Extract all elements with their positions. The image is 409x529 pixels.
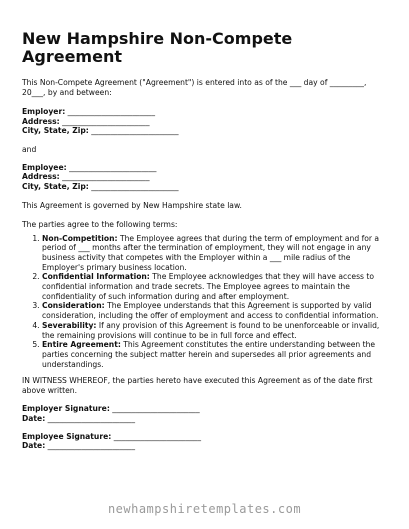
- terms-list: [22, 234, 390, 370]
- term-heading: Confidential Information:: [42, 272, 150, 282]
- blank-line: _______________________: [91, 126, 179, 136]
- employer-signature-field[interactable]: [22, 404, 390, 414]
- term-heading: Entire Agreement:: [42, 340, 121, 350]
- term-item: [42, 340, 390, 369]
- field-label: Address:: [22, 172, 60, 182]
- blank-line: _______________________: [47, 441, 135, 451]
- term-item: [42, 272, 390, 301]
- document-title: New Hampshire Non-Compete Agreement: [22, 29, 293, 66]
- blank-line: _______________________: [69, 162, 157, 172]
- blank-line: _______________________: [113, 431, 202, 441]
- term-text: The Employee understands that this Agreement is supported by valid consideration, including the offer of employment and access to confidential information.: [42, 301, 379, 321]
- term-heading: Consideration:: [42, 301, 105, 311]
- blank-line: _______________________: [62, 172, 150, 182]
- field-label: City, State, Zip:: [22, 126, 89, 136]
- term-text: If any provision of this Agreement is found to be unenforceable or invalid, the remaining provisions will continue to be in full force and effect.: [42, 320, 380, 340]
- employee-date-field[interactable]: [22, 441, 390, 451]
- employee-name-field[interactable]: [22, 163, 390, 173]
- intro-paragraph: This Non-Compete Agreement ("Agreement") is entered into as of the ___ day of _________, 20___, by and between:: [22, 78, 367, 97]
- field-label: Employee Signature:: [22, 431, 112, 441]
- term-item: [42, 301, 390, 320]
- field-label: Employee:: [22, 162, 67, 172]
- employer-city-field[interactable]: [22, 126, 390, 136]
- terms-intro: The parties agree to the following terms:: [22, 219, 178, 229]
- witness-clause: IN WITNESS WHEREOF, the parties hereto have executed this Agreement as of the date first above written.: [22, 376, 373, 396]
- term-item: [42, 234, 390, 273]
- blank-line: _______________________: [91, 181, 179, 191]
- blank-line: _______________________: [112, 404, 200, 414]
- employee-city-field[interactable]: [22, 182, 390, 192]
- employee-signature-field[interactable]: [22, 432, 390, 442]
- document-page: [22, 30, 390, 459]
- field-label: Address:: [22, 116, 60, 126]
- field-label: Date:: [22, 414, 46, 423]
- blank-line: _______________________: [47, 414, 135, 423]
- term-heading: Non-Competition:: [42, 233, 118, 243]
- term-text: This Agreement constitutes the entire understanding between the parties concerning the subject matter herein and supersedes all prior agreements and understandings.: [42, 340, 376, 369]
- field-label: Date:: [22, 441, 46, 451]
- employee-fields: [22, 163, 390, 192]
- employer-name-field[interactable]: [22, 107, 390, 117]
- and-text: and: [22, 144, 37, 154]
- employee-signature-block: [22, 432, 390, 451]
- blank-line: _______________________: [67, 107, 155, 116]
- field-label: Employer Signature:: [22, 404, 110, 414]
- term-text: The Employee acknowledges that they will have access to confidential information and trade secrets. The Employee agrees to maintain the confidentiality of such information during and after employment.: [42, 272, 375, 301]
- term-text: The Employee agrees that during the term of employment and for a period of ___ months after the termination of employment, they will not engage in any business activity that competes with the Employer within a ___ mile radius of the Employer's primary business location.: [42, 233, 380, 272]
- employer-signature-block: [22, 404, 390, 423]
- employee-address-field[interactable]: [22, 172, 390, 182]
- governing-law: This Agreement is governed by New Hampshire state law.: [22, 200, 242, 210]
- employer-address-field[interactable]: [22, 117, 390, 127]
- footer-watermark: newhampshiretemplates.com: [107, 502, 302, 516]
- employer-fields: [22, 107, 390, 136]
- employer-date-field[interactable]: [22, 414, 390, 424]
- field-label: City, State, Zip:: [22, 181, 89, 191]
- term-heading: Severability:: [42, 320, 97, 330]
- field-label: Employer:: [22, 107, 66, 116]
- blank-line: _______________________: [62, 116, 150, 126]
- term-item: [42, 321, 390, 340]
